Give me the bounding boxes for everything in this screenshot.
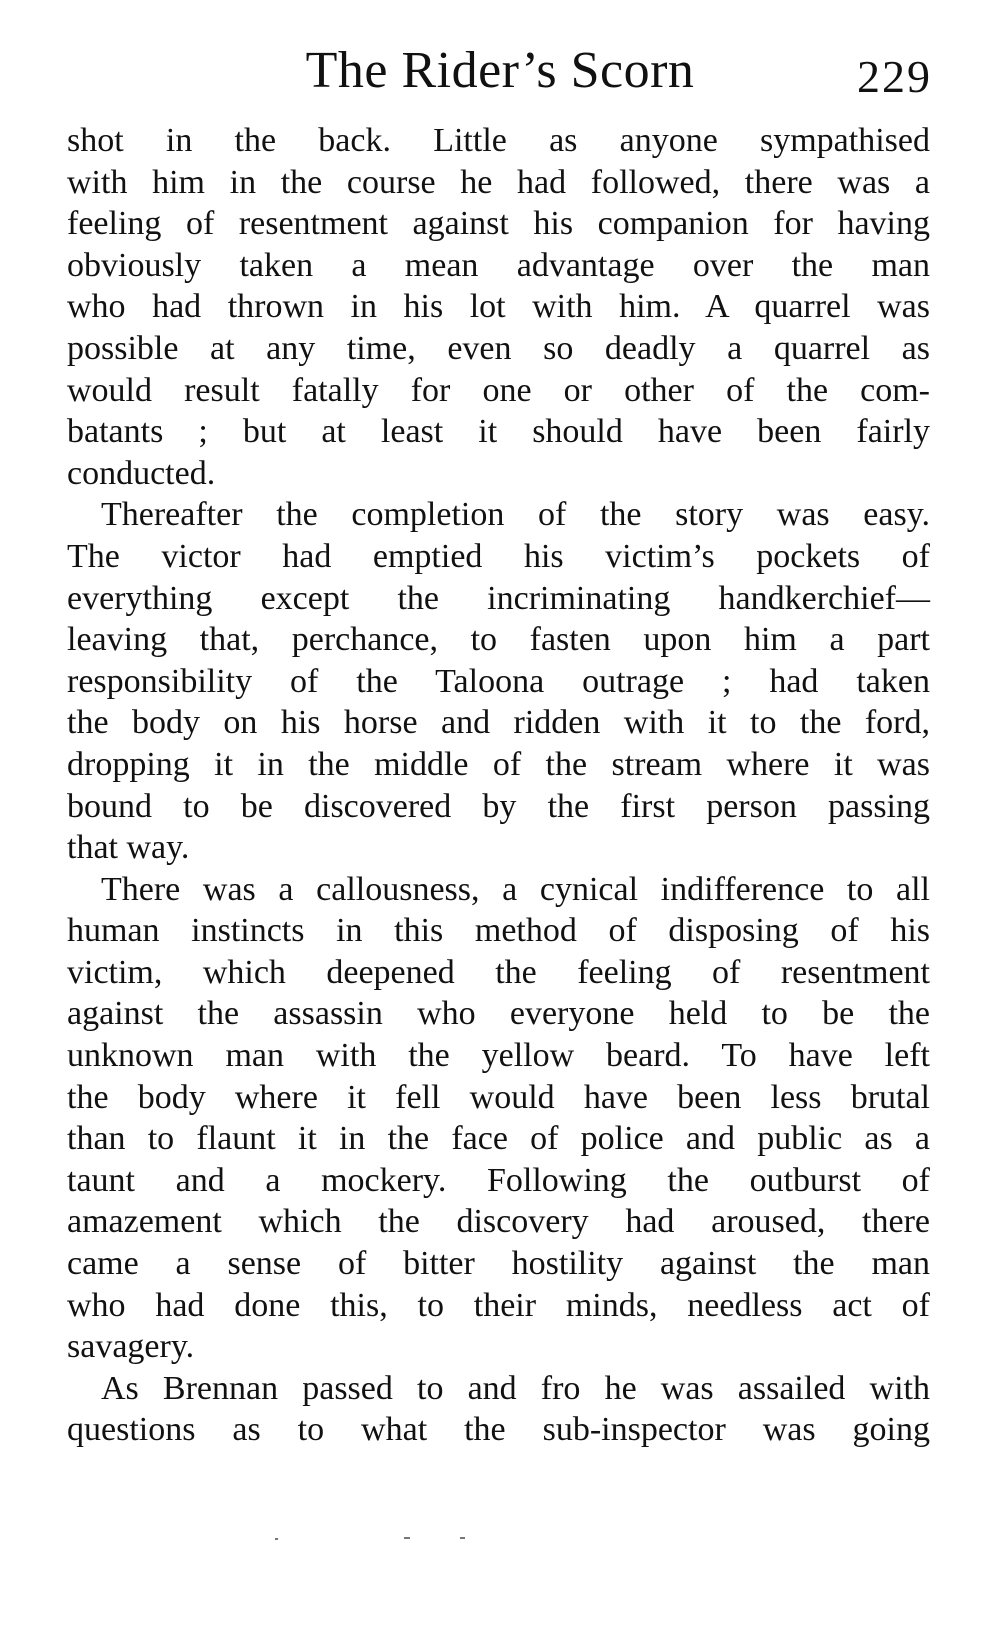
text-line: obviously taken a mean advantage over the man: [67, 246, 930, 284]
text-line: victim, which deepened the feeling of resentment: [67, 953, 930, 991]
print-speck: [404, 1537, 410, 1539]
text-line: Thereafter the completion of the story was easy.: [101, 496, 930, 534]
text-line: bound to be discovered by the first person passing: [67, 787, 930, 825]
text-line: responsibility of the Taloona outrage ; had taken: [67, 662, 930, 700]
paragraph-2: [67, 494, 930, 868]
text-line: The victor had emptied his victim’s pockets of: [67, 537, 930, 575]
text-line: who had done this, to their minds, needless act of: [67, 1286, 930, 1324]
text-line: the body on his horse and ridden with it to the ford,: [67, 704, 930, 742]
text-line: As Brennan passed to and fro he was assailed with: [101, 1369, 930, 1407]
text-line: savagery.: [67, 1328, 195, 1366]
text-line: dropping it in the middle of the stream where it was: [67, 745, 930, 783]
text-line: unknown man with the yellow beard. To have left: [67, 1037, 930, 1075]
text-line: taunt and a mockery. Following the outburst of: [67, 1161, 930, 1199]
running-title: The Rider’s Scorn: [305, 42, 695, 99]
text-line: with him in the course he had followed, there was a: [67, 163, 930, 201]
paragraph-4: [67, 1368, 930, 1451]
print-speck: [275, 1538, 278, 1540]
text-line: possible at any time, even so deadly a quarrel as: [67, 329, 930, 367]
paragraph-1: [67, 120, 930, 494]
text-line: came a sense of bitter hostility against the man: [67, 1245, 930, 1283]
paragraph-3: [67, 869, 930, 1368]
body-text: [67, 120, 930, 1451]
text-line: than to flaunt it in the face of police and public as a: [67, 1120, 930, 1158]
text-line: leaving that, perchance, to fasten upon him a part: [67, 621, 930, 659]
text-line: who had thrown in his lot with him. A quarrel was: [67, 288, 930, 326]
text-line: would result fatally for one or other of the com-: [67, 371, 930, 409]
text-line: the body where it fell would have been less brutal: [67, 1078, 930, 1116]
text-line: batants ; but at least it should have been fairly: [67, 413, 930, 451]
page-number: 229: [857, 51, 932, 102]
text-line: against the assassin who everyone held to be the: [67, 995, 930, 1033]
text-line: questions as to what the sub-inspector was going: [67, 1411, 930, 1449]
text-line: amazement which the discovery had aroused, there: [67, 1203, 930, 1241]
text-line: feeling of resentment against his companion for having: [67, 205, 930, 243]
text-line: human instincts in this method of disposing of his: [67, 912, 930, 950]
running-head: [0, 38, 1000, 108]
text-line: that way.: [67, 829, 190, 867]
text-line: conducted.: [67, 454, 216, 492]
text-line: There was a callousness, a cynical indifference to all: [101, 870, 930, 908]
print-speck: [460, 1537, 465, 1539]
text-line: everything except the incriminating handkerchief—: [67, 579, 930, 617]
text-line: shot in the back. Little as anyone sympathised: [67, 122, 930, 159]
